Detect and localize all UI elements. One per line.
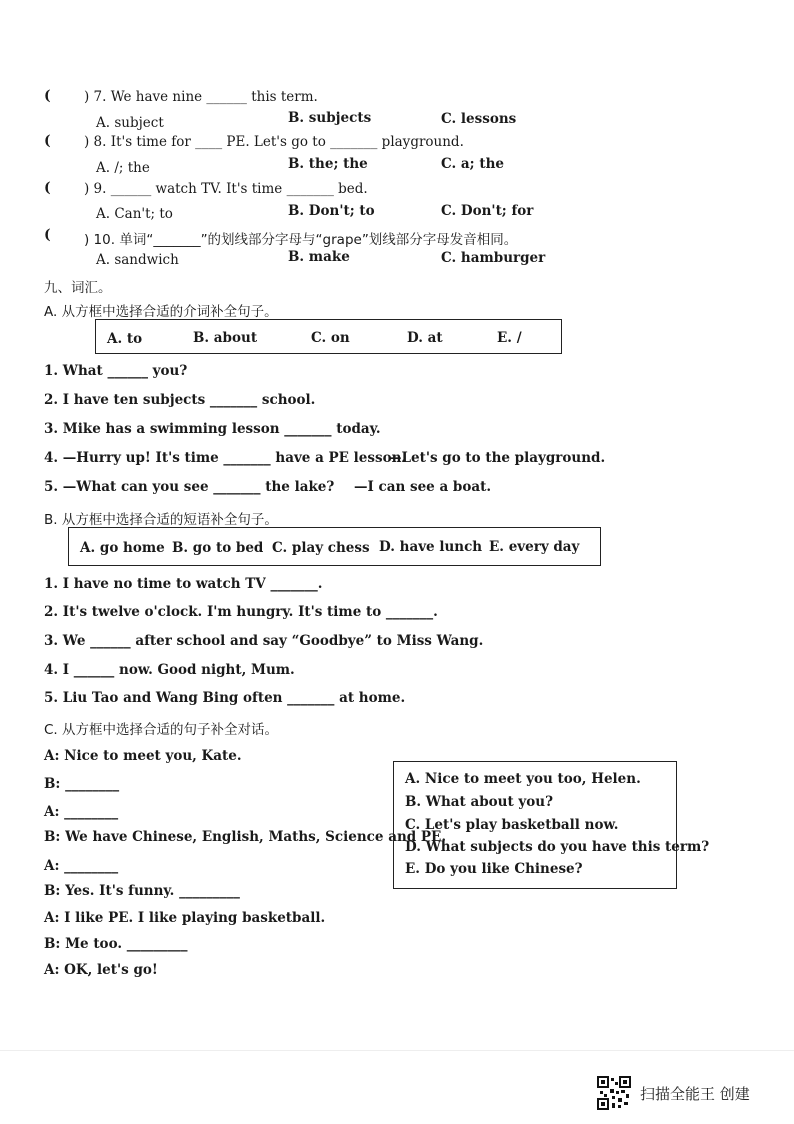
part-a-item-2: 2. I have ten subjects _______ school. — [44, 392, 316, 408]
part-b-option-b: B. go to bed — [172, 540, 264, 556]
part-a-item-5: 5. —What can you see _______ the lake? — [44, 479, 335, 495]
part-a-item-5-reply: —I can see a boat. — [354, 479, 492, 495]
part-a-title: A. 从方框中选择合适的介词补全句子。 — [44, 304, 278, 320]
part-a-item-4-reply: —Let's go to the playground. — [388, 450, 606, 466]
question-8: ) 8. It's time for ____ PE. Let's go to _______ playground. — [84, 134, 464, 150]
q10-option-b: B. make — [288, 249, 350, 265]
part-a-option-b: B. about — [193, 330, 258, 346]
scanner-watermark: 扫描全能王 创建 — [640, 1085, 750, 1103]
part-b-item-1: 1. I have no time to watch TV _______. — [44, 576, 323, 592]
part-b-item-3: 3. We ______ after school and say “Goodbye” to Miss Wang. — [44, 633, 484, 649]
dialogue-line-4: B: We have Chinese, English, Maths, Science and PE. — [44, 829, 447, 845]
dialogue-line-7: A: I like PE. I like playing basketball. — [44, 910, 326, 926]
q7-option-a: A. subject — [96, 115, 164, 131]
part-a-item-4: 4. —Hurry up! It's time _______ have a PE lesson. — [44, 450, 407, 466]
part-b-option-c: C. play chess — [272, 540, 370, 556]
part-a-option-c: C. on — [311, 330, 350, 346]
part-b-option-e: E. every day — [489, 539, 580, 555]
q8-option-a: A. /; the — [96, 160, 150, 176]
question-10: ) 10. 单词“_______”的划线部分字母与“grape”划线部分字母发音相同。 — [84, 232, 518, 248]
dialogue-line-3: A: ________ — [44, 804, 119, 820]
part-c-option-e: E. Do you like Chinese? — [405, 861, 583, 877]
qr-code-icon — [597, 1076, 631, 1110]
part-c-option-d: D. What subjects do you have this term? — [405, 839, 710, 855]
part-b-item-2: 2. It's twelve o'clock. I'm hungry. It's time to _______. — [44, 604, 438, 620]
part-a-option-d: D. at — [407, 330, 443, 346]
q7-option-b: B. subjects — [288, 110, 372, 126]
part-b-item-4: 4. I ______ now. Good night, Mum. — [44, 662, 295, 678]
dialogue-line-1: A: Nice to meet you, Kate. — [44, 748, 242, 764]
part-c-option-c: C. Let's play basketball now. — [405, 817, 619, 833]
part-b-option-a: A. go home — [80, 540, 165, 556]
part-a-option-e: E. / — [497, 330, 522, 346]
q8-option-b: B. the; the — [288, 156, 368, 172]
answer-paren-10-open: ( — [44, 227, 51, 243]
dialogue-line-5: A: ________ — [44, 858, 119, 874]
dialogue-line-2: B: ________ — [44, 776, 120, 792]
part-b-title: B. 从方框中选择合适的短语补全句子。 — [44, 512, 278, 528]
part-b-option-d: D. have lunch — [379, 539, 483, 555]
answer-paren-9-open: ( — [44, 180, 51, 196]
q10-option-a: A. sandwich — [96, 252, 179, 268]
question-7: ) 7. We have nine ______ this term. — [84, 89, 318, 105]
part-a-option-a: A. to — [107, 331, 143, 347]
page-divider — [0, 1050, 794, 1051]
q9-option-a: A. Can't; to — [96, 206, 173, 222]
part-a-item-1: 1. What ______ you? — [44, 363, 188, 379]
dialogue-line-9: A: OK, let's go! — [44, 962, 158, 978]
section-9-title: 九、词汇。 — [44, 280, 112, 296]
answer-paren-7-open: ( — [44, 88, 51, 104]
q9-option-c: C. Don't; for — [441, 203, 534, 219]
answer-paren-8-open: ( — [44, 133, 51, 149]
q10-option-c: C. hamburger — [441, 250, 546, 266]
question-9: ) 9. ______ watch TV. It's time _______ bed. — [84, 181, 368, 197]
part-a-item-3: 3. Mike has a swimming lesson _______ today. — [44, 421, 381, 437]
part-c-option-a: A. Nice to meet you too, Helen. — [405, 771, 641, 787]
dialogue-line-8: B: Me too. _________ — [44, 936, 188, 952]
part-c-title: C. 从方框中选择合适的句子补全对话。 — [44, 722, 279, 738]
q8-option-c: C. a; the — [441, 156, 504, 172]
dialogue-line-6: B: Yes. It's funny. _________ — [44, 883, 240, 899]
q9-option-b: B. Don't; to — [288, 203, 375, 219]
q7-option-c: C. lessons — [441, 111, 517, 127]
part-b-item-5: 5. Liu Tao and Wang Bing often _______ at home. — [44, 690, 406, 706]
part-c-option-b: B. What about you? — [405, 794, 553, 810]
